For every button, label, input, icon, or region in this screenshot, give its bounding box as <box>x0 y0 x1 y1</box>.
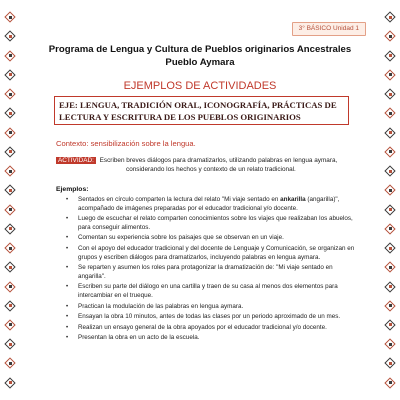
diamond-motif-icon <box>384 69 396 81</box>
diamond-motif-icon <box>384 165 396 177</box>
bullet-icon: • <box>66 197 69 203</box>
context-label: Contexto: sensibilización sobre la lengua. <box>56 139 196 148</box>
bullet-icon: • <box>66 265 69 272</box>
diamond-motif-icon <box>384 184 396 196</box>
diamond-motif-icon <box>4 50 16 62</box>
examples-label: Ejemplos: <box>56 186 89 193</box>
diamond-motif-icon <box>384 11 396 23</box>
diamond-motif-icon <box>4 377 16 389</box>
diamond-motif-icon <box>4 242 16 254</box>
diamond-motif-icon <box>4 184 16 196</box>
diamond-motif-icon <box>384 261 396 273</box>
examples-list <box>66 196 356 345</box>
grade-unit-badge: 3° BÁSICO Unidad 1 <box>292 22 366 36</box>
diamond-motif-icon <box>384 242 396 254</box>
bullet-icon: • <box>66 216 69 223</box>
activity-label: ACTIVIDAD: <box>58 157 94 164</box>
diamond-motif-icon <box>4 146 16 158</box>
list-item: • Sentados en círculo comparten la lectura del relato "Mi viaje sentado en ankarilla (angarilla)", acompañado de imágenes preparadas por el educador tradicional y/o docente. <box>66 196 340 212</box>
diamond-motif-icon <box>384 223 396 235</box>
diamond-motif-icon <box>4 88 16 100</box>
diamond-motif-icon <box>4 319 16 331</box>
diamond-motif-icon <box>384 204 396 216</box>
activity-text-cont: considerando los hechos y contexto de un relato tradicional. <box>126 166 296 174</box>
list-item: • Con el apoyo del educador tradicional y del docente de Lenguaje y Comunicación, se organizan en grupos y escriben diálogos para dramatizarlos, incluyendo palabras en lengua aymara. <box>66 244 355 261</box>
diamond-motif-icon <box>4 107 16 119</box>
diamond-motif-icon <box>4 30 16 42</box>
diamond-motif-icon <box>384 338 396 350</box>
diamond-motif-icon <box>384 107 396 119</box>
list-item: • Practican la modulación de las palabras en lengua aymara. <box>66 302 244 310</box>
diamond-motif-icon <box>4 300 16 312</box>
bullet-icon: • <box>66 235 69 242</box>
list-item: • Luego de escuchar el relato comparten conocimientos sobre los viajes que realizaban los abuelos, para conseguir alimentos. <box>66 215 353 231</box>
bullet-icon: • <box>66 284 69 291</box>
diamond-motif-icon <box>384 50 396 62</box>
people-title: Pueblo Aymara <box>165 57 235 68</box>
diamond-motif-icon <box>384 88 396 100</box>
diamond-motif-icon <box>4 11 16 23</box>
diamond-motif-icon <box>4 165 16 177</box>
diamond-motif-icon <box>384 146 396 158</box>
diamond-motif-icon <box>384 357 396 369</box>
diamond-motif-icon <box>384 281 396 293</box>
diamond-motif-icon <box>4 223 16 235</box>
list-item: • Realizan un ensayo general de la obra apoyados por el educador tradicional y/o docente. <box>66 323 327 331</box>
bullet-icon: • <box>66 324 69 331</box>
eje-box <box>54 96 349 125</box>
bullet-icon: • <box>66 245 69 252</box>
program-title: Programa de Lengua y Cultura de Pueblos originarios Ancestrales <box>48 44 352 55</box>
bullet-icon: • <box>66 335 69 342</box>
list-item: • Ensayan la obra 10 minutos, antes de todas las clases por un periodo aproximado de un mes. <box>66 313 341 321</box>
eje-line-1: EJE: LENGUA, TRADICIÓN ORAL, ICONOGRAFÍA, PRÁCTICAS DE <box>59 100 337 110</box>
diamond-motif-icon <box>384 300 396 312</box>
activity-block <box>56 156 356 174</box>
decorative-border-left <box>0 0 20 400</box>
diamond-motif-icon <box>4 261 16 273</box>
diamond-motif-icon <box>4 281 16 293</box>
activity-text: Escriben breves diálogos para dramatizarlos, utilizando palabras en lengua aymara, <box>99 157 338 164</box>
diamond-motif-icon <box>4 357 16 369</box>
eje-line-2: LECTURA Y ESCRITURA DE LOS PUEBLOS ORIGINARIOS <box>59 112 301 122</box>
list-item: • Presentan la obra en un acto de la escuela. <box>66 334 200 342</box>
section-title: EJEMPLOS DE ACTIVIDADES <box>123 80 277 92</box>
bullet-icon: • <box>66 314 69 321</box>
diamond-motif-icon <box>384 30 396 42</box>
diamond-motif-icon <box>384 127 396 139</box>
diamond-motif-icon <box>4 127 16 139</box>
list-item: • Se reparten y asumen los roles para protagonizar la dramatización de: "Mi viaje sentado en angarilla". <box>66 264 333 280</box>
list-item: • Escriben su parte del diálogo en una cartilla y traen de su casa al menos dos elementos para intercambiar en el trueque. <box>66 283 338 299</box>
diamond-motif-icon <box>384 377 396 389</box>
diamond-motif-icon <box>4 69 16 81</box>
diamond-motif-icon <box>384 319 396 331</box>
diamond-motif-icon <box>4 204 16 216</box>
diamond-motif-icon <box>4 338 16 350</box>
list-item: • Comentan su experiencia sobre los paisajes que se observan en un viaje. <box>66 234 284 242</box>
decorative-border-right <box>380 0 400 400</box>
bullet-icon: • <box>66 303 69 310</box>
